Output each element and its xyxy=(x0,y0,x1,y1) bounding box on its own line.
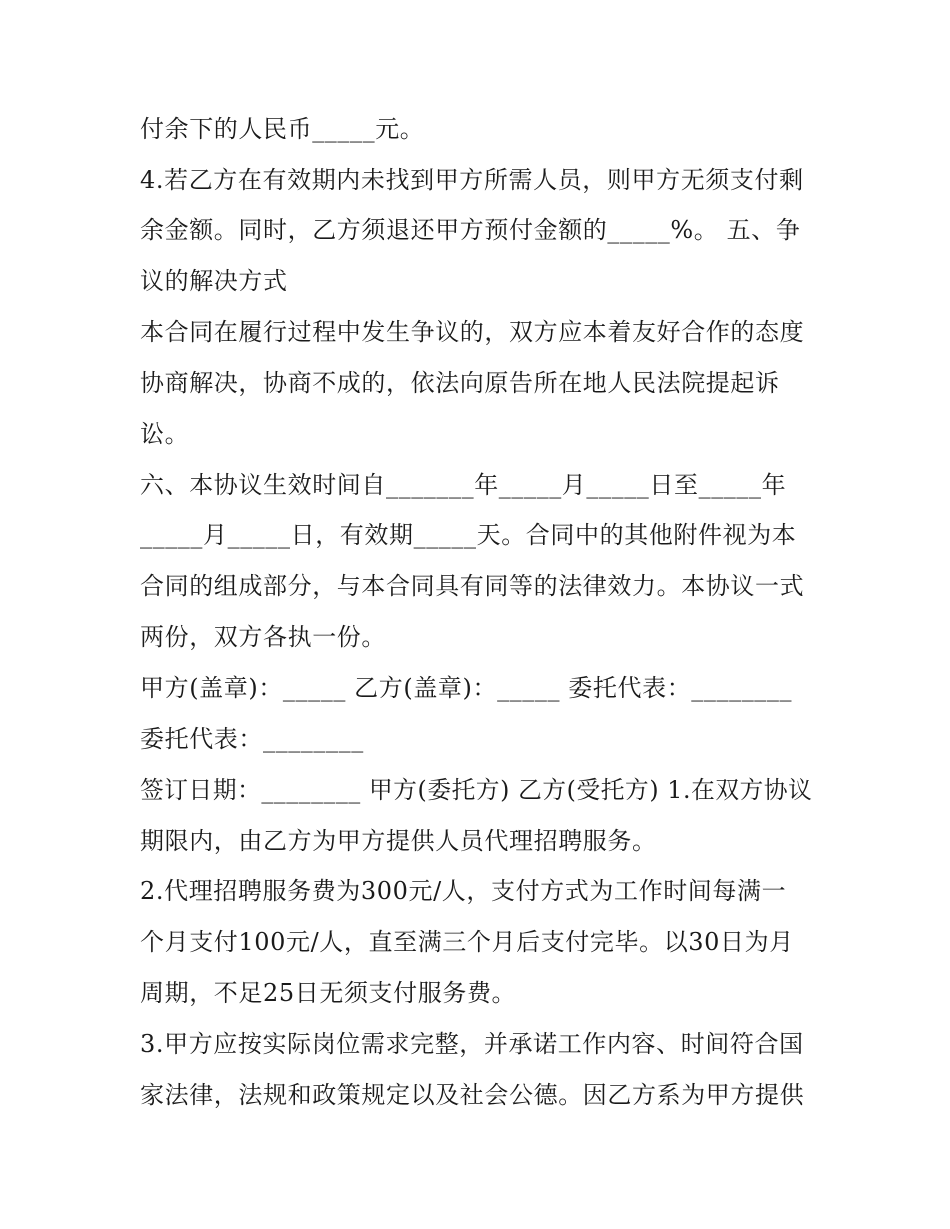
text-line: 签订日期：________ 甲方(委托方) 乙方(受托方) 1.在双方协议 xyxy=(140,776,813,804)
text-line: 协商解决，协商不成的，依法向原告所在地人民法院提起诉 xyxy=(140,369,780,397)
text-line: 2.代理招聘服务费为300元/人，支付方式为工作时间每满一 xyxy=(140,877,787,905)
text-line: 两份，双方各执一份。 xyxy=(140,623,386,651)
text-line: _____月_____日，有效期_____天。合同中的其他附件视为本 xyxy=(140,521,797,549)
text-line: 余金额。同时，乙方须退还甲方预付金额的_____%。 五、争 xyxy=(140,216,801,244)
text-line: 议的解决方式 xyxy=(140,267,288,295)
text-line: 委托代表：________ xyxy=(140,725,364,753)
text-line: 个月支付100元/人，直至满三个月后支付完毕。以30日为月 xyxy=(140,928,794,956)
text-line: 讼。 xyxy=(140,420,190,448)
text-line: 4.若乙方在有效期内未找到甲方所需人员，则甲方无须支付剩 xyxy=(140,166,804,194)
text-line: 甲方(盖章)：_____ 乙方(盖章)：_____ 委托代表：________ xyxy=(140,674,793,702)
text-line: 付余下的人民币_____元。 xyxy=(140,115,425,143)
text-line: 期限内，由乙方为甲方提供人员代理招聘服务。 xyxy=(140,827,657,855)
text-line: 本合同在履行过程中发生争议的，双方应本着友好合作的态度 xyxy=(140,318,805,346)
text-line: 家法律，法规和政策规定以及社会公德。因乙方系为甲方提供 xyxy=(140,1081,805,1109)
text-line: 合同的组成部分，与本合同具有同等的法律效力。本协议一式 xyxy=(140,572,805,600)
text-line: 3.甲方应按实际岗位需求完整，并承诺工作内容、时间符合国 xyxy=(140,1030,804,1058)
text-line: 周期，不足25日无须支付服务费。 xyxy=(140,979,517,1007)
text-line: 六、本协议生效时间自_______年_____月_____日至_____年 xyxy=(140,471,787,499)
